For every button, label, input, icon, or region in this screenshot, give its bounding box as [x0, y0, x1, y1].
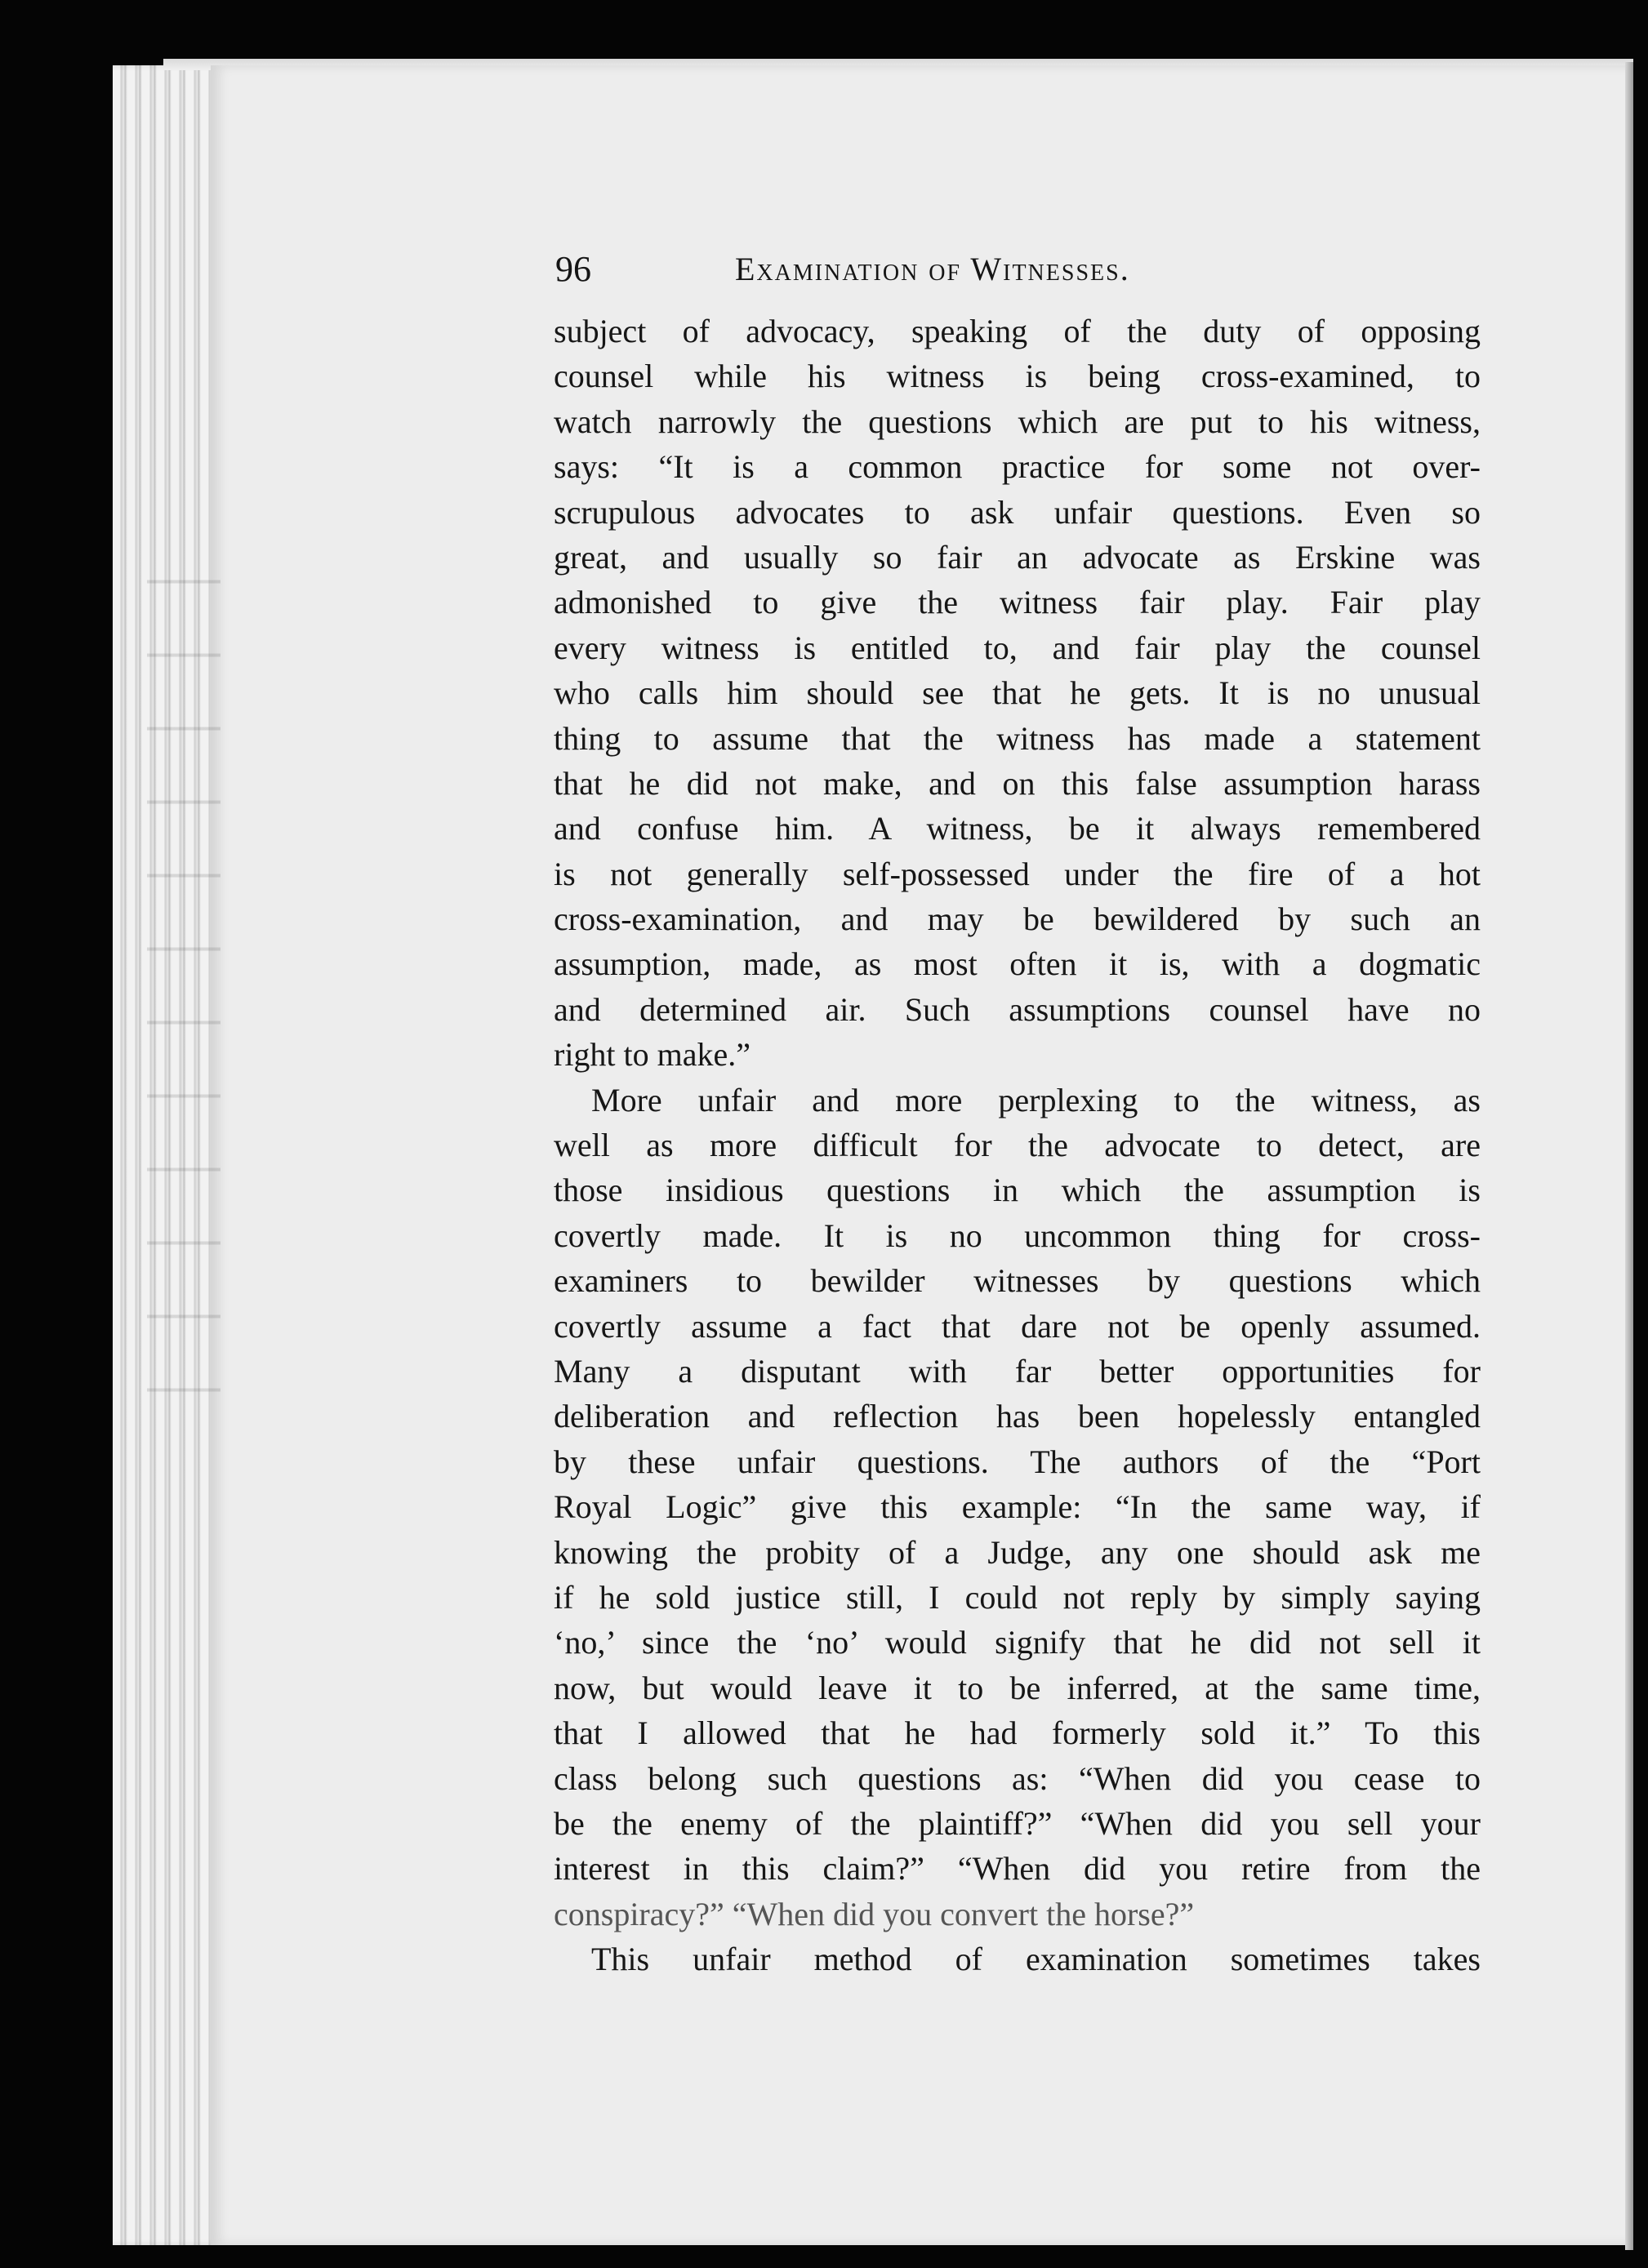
text-line: interest in this claim?” “When did you retire from the — [554, 1850, 1481, 1888]
text-line: knowing the probity of a Judge, any one should ask me — [554, 1533, 1481, 1571]
text-line: examiners to bewilder witnesses by questions which — [554, 1262, 1481, 1300]
text-line: that I allowed that he had formerly sold it.” To this — [554, 1714, 1481, 1752]
text-line: thing to assume that the witness has made a statement — [554, 719, 1481, 757]
text-line: be the enemy of the plaintiff?” “When did you sell your — [554, 1804, 1481, 1842]
text-line: great, and usually so fair an advocate as Erskine was — [554, 538, 1481, 576]
paragraph-first-line: This unfair method of examination sometimes takes — [591, 1941, 1481, 1978]
text-line: right to make.” — [554, 1036, 751, 1074]
text-line: class belong such questions as: “When did you cease to — [554, 1759, 1481, 1797]
text-line: watch narrowly the questions which are put to his witness, — [554, 402, 1481, 440]
text-line: that he did not make, and on this false assumption harass — [554, 764, 1481, 802]
scan-artifacts — [147, 555, 220, 1453]
text-line: Many a disputant with far better opportunities for — [554, 1352, 1481, 1390]
text-line: ‘no,’ since the ‘no’ would signify that he did not sell it — [554, 1624, 1481, 1661]
text-line: covertly made. It is no uncommon thing for cross- — [554, 1216, 1481, 1254]
text-line: and confuse him. A witness, be it always remembered — [554, 810, 1481, 847]
text-line: well as more difficult for the advocate to detect, are — [554, 1127, 1481, 1164]
text-line: Royal Logic” give this example: “In the same way, if — [554, 1488, 1481, 1526]
text-line: admonished to give the witness fair play. Fair play — [554, 584, 1481, 621]
text-line: counsel while his witness is being cross-examined, to — [554, 358, 1481, 395]
text-line: scrupulous advocates to ask unfair questions. Even so — [554, 493, 1481, 531]
text-line: conspiracy?” “When did you convert the horse?” — [554, 1895, 1195, 1932]
text-line: by these unfair questions. The authors of the “Port — [554, 1443, 1481, 1480]
body-text — [554, 309, 1481, 1981]
text-line: subject of advocacy, speaking of the duty of opposing — [554, 313, 1481, 349]
text-line: is not generally self-possessed under the fire of a hot — [554, 855, 1481, 892]
page-header — [555, 245, 1478, 294]
paragraph-first-line: More unfair and more perplexing to the witness, as — [591, 1081, 1481, 1118]
text-line: cross-examination, and may be bewildered by such an — [554, 901, 1481, 938]
text-line: now, but would leave it to be inferred, at the same time, — [554, 1669, 1481, 1706]
text-line: if he sold justice still, I could not reply by simply saying — [554, 1578, 1481, 1616]
text-line: and determined air. Such assumptions counsel have no — [554, 990, 1481, 1028]
page-number: 96 — [555, 249, 591, 289]
text-line: says: “It is a common practice for some not over- — [554, 448, 1481, 486]
text-line: those insidious questions in which the assumption is — [554, 1172, 1481, 1209]
text-line: deliberation and reflection has been hopelessly entangled — [554, 1398, 1481, 1435]
text-line: assumption, made, as most often it is, with a dogmatic — [554, 945, 1481, 983]
text-line: covertly assume a fact that dare not be openly assumed. — [554, 1307, 1481, 1345]
text-line: who calls him should see that he gets. It is no unusual — [554, 674, 1481, 712]
text-line: every witness is entitled to, and fair play the counsel — [554, 629, 1481, 666]
page-right-edge — [1625, 62, 1633, 2250]
running-head: Examination of Witnesses. — [735, 251, 1130, 287]
